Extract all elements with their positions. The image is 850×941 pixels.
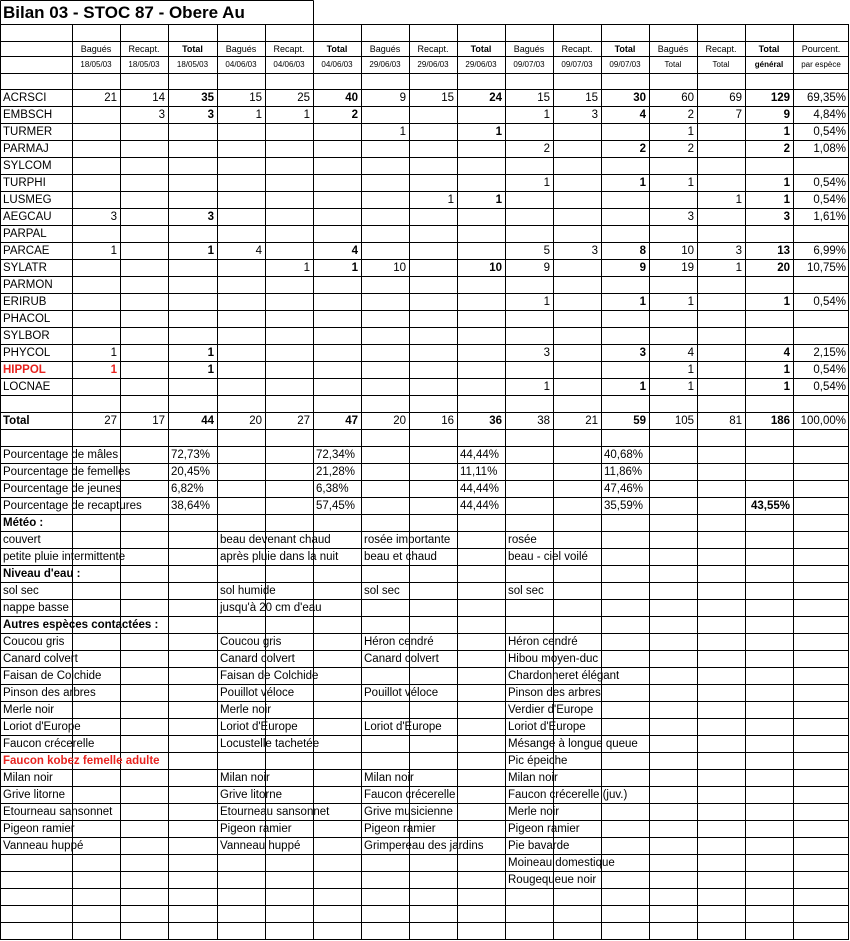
- total-value: 186: [770, 414, 790, 427]
- species-value: 3: [783, 210, 790, 223]
- species-value: 1: [783, 176, 790, 189]
- species-value: 24: [489, 91, 502, 104]
- species-value: 4: [639, 108, 646, 121]
- species-percent: 10,75%: [806, 261, 846, 274]
- species-value: 1: [783, 295, 790, 308]
- species-percent: 0,54%: [813, 193, 846, 206]
- header-label: Total: [470, 44, 492, 54]
- header-date: 04/06/03: [225, 60, 257, 69]
- species-percent: 0,54%: [813, 363, 846, 376]
- section-entry: Vanneau huppé: [3, 839, 84, 852]
- section-entry: Canard colvert: [220, 652, 295, 665]
- header-date: 09/07/03: [513, 60, 545, 69]
- species-code: SYLATR: [3, 261, 47, 274]
- species-value: 10: [681, 244, 694, 257]
- species-value: 1: [543, 295, 550, 308]
- section-entry: petite pluie intermittente: [3, 550, 126, 563]
- header-date: 04/06/03: [321, 60, 353, 69]
- species-value: 3: [543, 346, 550, 359]
- species-value: 2: [687, 142, 694, 155]
- section-entry: rosée importante: [364, 533, 451, 546]
- header-label: Bagués: [369, 44, 401, 54]
- species-value: 3: [591, 244, 598, 257]
- species-code: SYLCOM: [3, 159, 52, 172]
- species-percent: 69,35%: [806, 91, 846, 104]
- section-entry: Moineau domestique: [508, 856, 615, 869]
- species-value: 13: [777, 244, 790, 257]
- species-value: 25: [297, 91, 310, 104]
- species-value: 1: [207, 244, 214, 257]
- section-entry: Loriot d'Europe: [3, 720, 81, 733]
- species-percent: 2,15%: [813, 346, 846, 359]
- species-value: 9: [543, 261, 550, 274]
- percentage-value: 21,28%: [316, 465, 356, 478]
- header-date: 29/06/03: [465, 60, 497, 69]
- species-code: TURPHI: [3, 176, 46, 189]
- species-value: 9: [639, 261, 646, 274]
- general-percentage: 43,55%: [750, 499, 790, 512]
- section-entry: Pigeon ramier: [508, 822, 580, 835]
- species-value: 10: [393, 261, 406, 274]
- species-value: 19: [681, 261, 694, 274]
- species-value: 1: [110, 346, 117, 359]
- species-value: 15: [249, 91, 262, 104]
- section-entry: Milan noir: [508, 771, 558, 784]
- section-entry: Loriot d'Europe: [508, 720, 586, 733]
- species-value: 3: [110, 210, 117, 223]
- total-value: 20: [249, 414, 262, 427]
- percentage-value: 38,64%: [171, 499, 211, 512]
- total-value: 27: [297, 414, 310, 427]
- species-value: 3: [158, 108, 165, 121]
- percentage-value: 44,44%: [460, 448, 500, 461]
- percentage-value: 6,38%: [316, 482, 349, 495]
- section-entry: après pluie dans la nuit: [220, 550, 339, 563]
- species-value: 3: [687, 210, 694, 223]
- section-heading: Météo :: [3, 516, 44, 529]
- total-value: 27: [104, 414, 117, 427]
- header-date: 18/05/03: [80, 60, 112, 69]
- species-code: PHYCOL: [3, 346, 51, 359]
- section-entry: Mésange à longue queue: [508, 737, 638, 750]
- section-entry: Héron cendré: [508, 635, 578, 648]
- section-entry: Coucou gris: [220, 635, 282, 648]
- header-date: 18/05/03: [128, 60, 160, 69]
- section-entry: Merle noir: [3, 703, 55, 716]
- species-value: 1: [687, 363, 694, 376]
- section-entry: Grive musicienne: [364, 805, 453, 818]
- section-entry: Canard colvert: [3, 652, 78, 665]
- percentage-value: 11,11%: [460, 465, 498, 478]
- species-value: 2: [783, 142, 790, 155]
- species-value: 1: [495, 125, 502, 138]
- header-label: Bagués: [225, 44, 257, 54]
- percentage-value: 44,44%: [460, 482, 500, 495]
- species-code: PARMAJ: [3, 142, 49, 155]
- species-value: 129: [770, 91, 790, 104]
- section-entry: Pinson des arbres: [3, 686, 96, 699]
- header-label: Total: [614, 44, 636, 54]
- total-value: 38: [537, 414, 550, 427]
- section-entry: sol sec: [364, 584, 400, 597]
- section-entry: jusqu'à 20 cm d'eau: [220, 601, 322, 614]
- section-entry: Milan noir: [3, 771, 53, 784]
- section-entry: Merle noir: [220, 703, 272, 716]
- sheet-title: Bilan 03 - STOC 87 - Obere Au: [3, 3, 245, 22]
- species-value: 1: [783, 363, 790, 376]
- species-value: 60: [681, 91, 694, 104]
- total-value: 20: [393, 414, 406, 427]
- species-value: 20: [777, 261, 790, 274]
- species-value: 3: [735, 244, 742, 257]
- species-code: AEGCAU: [3, 210, 52, 223]
- species-value: 1: [495, 193, 502, 206]
- header-date: général: [754, 60, 784, 69]
- header-label: Pourcent.: [801, 44, 841, 54]
- species-code: PHACOL: [3, 312, 51, 325]
- species-percent: 0,54%: [813, 125, 846, 138]
- species-value: 1: [543, 176, 550, 189]
- species-value: 1: [687, 176, 694, 189]
- species-code: LOCNAE: [3, 380, 51, 393]
- total-label: Total: [3, 414, 30, 427]
- header-date: Total: [712, 60, 730, 69]
- species-value: 69: [729, 91, 742, 104]
- percentage-value: 72,73%: [171, 448, 211, 461]
- section-entry: Héron cendré: [364, 635, 434, 648]
- total-value: 44: [201, 414, 214, 427]
- species-code: SYLBOR: [3, 329, 50, 342]
- header-label: Recapt.: [561, 44, 593, 54]
- species-code: HIPPOL: [3, 363, 46, 376]
- species-value: 1: [639, 176, 646, 189]
- section-entry: Pouillot véloce: [220, 686, 295, 699]
- header-label: Bagués: [513, 44, 545, 54]
- species-code: PARPAL: [3, 227, 47, 240]
- section-entry: Faucon crécerelle (juv.): [508, 788, 628, 801]
- species-value: 15: [537, 91, 550, 104]
- percentage-label: Pourcentage de mâles: [3, 448, 119, 461]
- section-entry: Rougequeue noir: [508, 873, 597, 886]
- section-entry: Etourneau sansonnet: [3, 805, 113, 818]
- species-code: TURMER: [3, 125, 53, 138]
- header-date: par espèce: [801, 60, 841, 69]
- section-entry: Coucou gris: [3, 635, 65, 648]
- header-date: 29/06/03: [369, 60, 401, 69]
- section-entry: Canard colvert: [364, 652, 439, 665]
- species-percent: 6,99%: [813, 244, 846, 257]
- species-value: 2: [351, 108, 358, 121]
- header-label: Recapt.: [705, 44, 737, 54]
- percentage-value: 6,82%: [171, 482, 204, 495]
- species-value: 2: [687, 108, 694, 121]
- header-date: 09/07/03: [561, 60, 593, 69]
- total-value: 16: [441, 414, 454, 427]
- species-value: 40: [345, 91, 358, 104]
- species-value: 1: [110, 363, 117, 376]
- species-value: 2: [543, 142, 550, 155]
- section-entry: Locustelle tachetée: [220, 737, 320, 750]
- species-code: PARMON: [3, 278, 53, 291]
- species-percent: 0,54%: [813, 176, 846, 189]
- section-heading: Niveau d'eau :: [3, 567, 81, 580]
- species-value: 35: [201, 91, 214, 104]
- section-entry: Pinson des arbres: [508, 686, 601, 699]
- species-value: 1: [735, 261, 742, 274]
- section-entry: Faucon kobez femelle adulte: [3, 754, 160, 767]
- section-entry: Vanneau huppé: [220, 839, 301, 852]
- header-date: Total: [664, 60, 682, 69]
- percentage-value: 20,45%: [171, 465, 211, 478]
- percentage-value: 57,45%: [316, 499, 356, 512]
- species-value: 21: [104, 91, 117, 104]
- species-value: 3: [591, 108, 598, 121]
- species-value: 1: [639, 380, 646, 393]
- section-entry: Milan noir: [364, 771, 414, 784]
- species-value: 30: [633, 91, 646, 104]
- species-value: 9: [399, 91, 406, 104]
- percentage-label: Pourcentage de jeunes: [3, 482, 122, 495]
- section-entry: Faucon crécerelle: [3, 737, 95, 750]
- section-entry: nappe basse: [3, 601, 69, 614]
- section-entry: Pigeon ramier: [364, 822, 436, 835]
- total-value: 21: [585, 414, 598, 427]
- header-date: 04/06/03: [273, 60, 305, 69]
- species-percent: 0,54%: [813, 295, 846, 308]
- header-date: 29/06/03: [417, 60, 449, 69]
- species-value: 1: [207, 363, 214, 376]
- species-percent: 4,84%: [813, 108, 846, 121]
- species-value: 3: [207, 210, 214, 223]
- header-date: 09/07/03: [609, 60, 641, 69]
- header-label: Total: [182, 44, 203, 54]
- species-value: 1: [687, 295, 694, 308]
- section-entry: Faisan de Colchide: [220, 669, 319, 682]
- header-label: Total: [758, 44, 780, 54]
- section-entry: Chardonneret élégant: [508, 669, 620, 682]
- species-code: LUSMEG: [3, 193, 52, 206]
- total-value: 47: [345, 414, 358, 427]
- section-heading: Autres espèces contactées :: [3, 618, 159, 631]
- percentage-value: 35,59%: [604, 499, 644, 512]
- percentage-label: Pourcentage de recaptures: [3, 499, 142, 512]
- total-value: 105: [674, 414, 694, 427]
- section-entry: Pic épeiche: [508, 754, 568, 767]
- species-value: 1: [543, 380, 550, 393]
- section-entry: Hibou moyen-duc: [508, 652, 599, 665]
- species-value: 1: [255, 108, 262, 121]
- species-value: 1: [783, 380, 790, 393]
- species-code: PARCAE: [3, 244, 50, 257]
- species-value: 1: [447, 193, 454, 206]
- section-entry: Etourneau sansonnet: [220, 805, 330, 818]
- section-entry: Loriot d'Europe: [220, 720, 298, 733]
- species-percent: 1,61%: [813, 210, 846, 223]
- species-value: 1: [110, 244, 117, 257]
- species-value: 1: [303, 108, 310, 121]
- species-value: 3: [639, 346, 646, 359]
- species-code: ERIRUB: [3, 295, 47, 308]
- percentage-value: 44,44%: [460, 499, 500, 512]
- species-value: 1: [303, 261, 310, 274]
- percentage-value: 72,34%: [316, 448, 356, 461]
- total-percent: 100,00%: [800, 414, 846, 427]
- species-value: 1: [687, 380, 694, 393]
- header-label: Total: [326, 44, 348, 54]
- section-entry: Faisan de Colchide: [3, 669, 102, 682]
- species-value: 4: [351, 244, 358, 257]
- species-value: 1: [207, 346, 214, 359]
- percentage-value: 47,46%: [604, 482, 644, 495]
- species-value: 1: [543, 108, 550, 121]
- species-value: 1: [783, 125, 790, 138]
- section-entry: Pouillot véloce: [364, 686, 439, 699]
- section-entry: beau devenant chaud: [220, 533, 331, 546]
- total-value: 81: [729, 414, 742, 427]
- total-value: 36: [489, 414, 502, 427]
- species-percent: 1,08%: [813, 142, 846, 155]
- species-value: 5: [543, 244, 550, 257]
- species-value: 10: [489, 261, 502, 274]
- section-entry: beau et chaud: [364, 550, 437, 563]
- section-entry: Milan noir: [220, 771, 270, 784]
- section-entry: Loriot d'Europe: [364, 720, 442, 733]
- species-value: 1: [783, 193, 790, 206]
- section-entry: sol sec: [508, 584, 544, 597]
- section-entry: Merle noir: [508, 805, 560, 818]
- species-code: ACRSCI: [3, 91, 47, 104]
- section-entry: Pigeon ramier: [220, 822, 292, 835]
- section-entry: sol sec: [3, 584, 39, 597]
- header-label: Recapt.: [273, 44, 305, 54]
- section-entry: rosée: [508, 533, 537, 546]
- species-value: 1: [399, 125, 406, 138]
- species-value: 1: [735, 193, 742, 206]
- percentage-value: 40,68%: [604, 448, 644, 461]
- species-code: EMBSCH: [3, 108, 53, 121]
- species-value: 2: [639, 142, 646, 155]
- section-entry: couvert: [3, 533, 41, 546]
- header-label: Bagués: [80, 44, 112, 54]
- species-value: 4: [687, 346, 694, 359]
- species-value: 3: [207, 108, 214, 121]
- species-value: 4: [255, 244, 262, 257]
- species-value: 15: [585, 91, 598, 104]
- species-value: 9: [783, 108, 790, 121]
- section-entry: Pigeon ramier: [3, 822, 75, 835]
- percentage-label: Pourcentage de femelles: [3, 465, 131, 478]
- species-value: 7: [735, 108, 742, 121]
- total-value: 17: [152, 414, 165, 427]
- section-entry: beau - ciel voilé: [508, 550, 588, 563]
- species-value: 4: [783, 346, 790, 359]
- species-value: 8: [639, 244, 646, 257]
- species-value: 1: [351, 261, 358, 274]
- header-label: Bagués: [657, 44, 689, 54]
- species-value: 1: [687, 125, 694, 138]
- species-value: 15: [441, 91, 454, 104]
- section-entry: Verdier d'Europe: [508, 703, 594, 716]
- total-value: 59: [633, 414, 646, 427]
- section-entry: Faucon crécerelle: [364, 788, 456, 801]
- section-entry: Grive litorne: [220, 788, 282, 801]
- species-value: 1: [639, 295, 646, 308]
- species-value: 14: [152, 91, 165, 104]
- section-entry: Pie bavarde: [508, 839, 570, 852]
- section-entry: Grive litorne: [3, 788, 65, 801]
- percentage-value: 11,86%: [604, 465, 643, 478]
- section-entry: sol humide: [220, 584, 276, 597]
- species-percent: 0,54%: [813, 380, 846, 393]
- section-entry: Grimpereau des jardins: [364, 839, 484, 852]
- header-date: 18/05/03: [176, 60, 209, 69]
- header-label: Recapt.: [417, 44, 449, 54]
- header-label: Recapt.: [128, 44, 160, 54]
